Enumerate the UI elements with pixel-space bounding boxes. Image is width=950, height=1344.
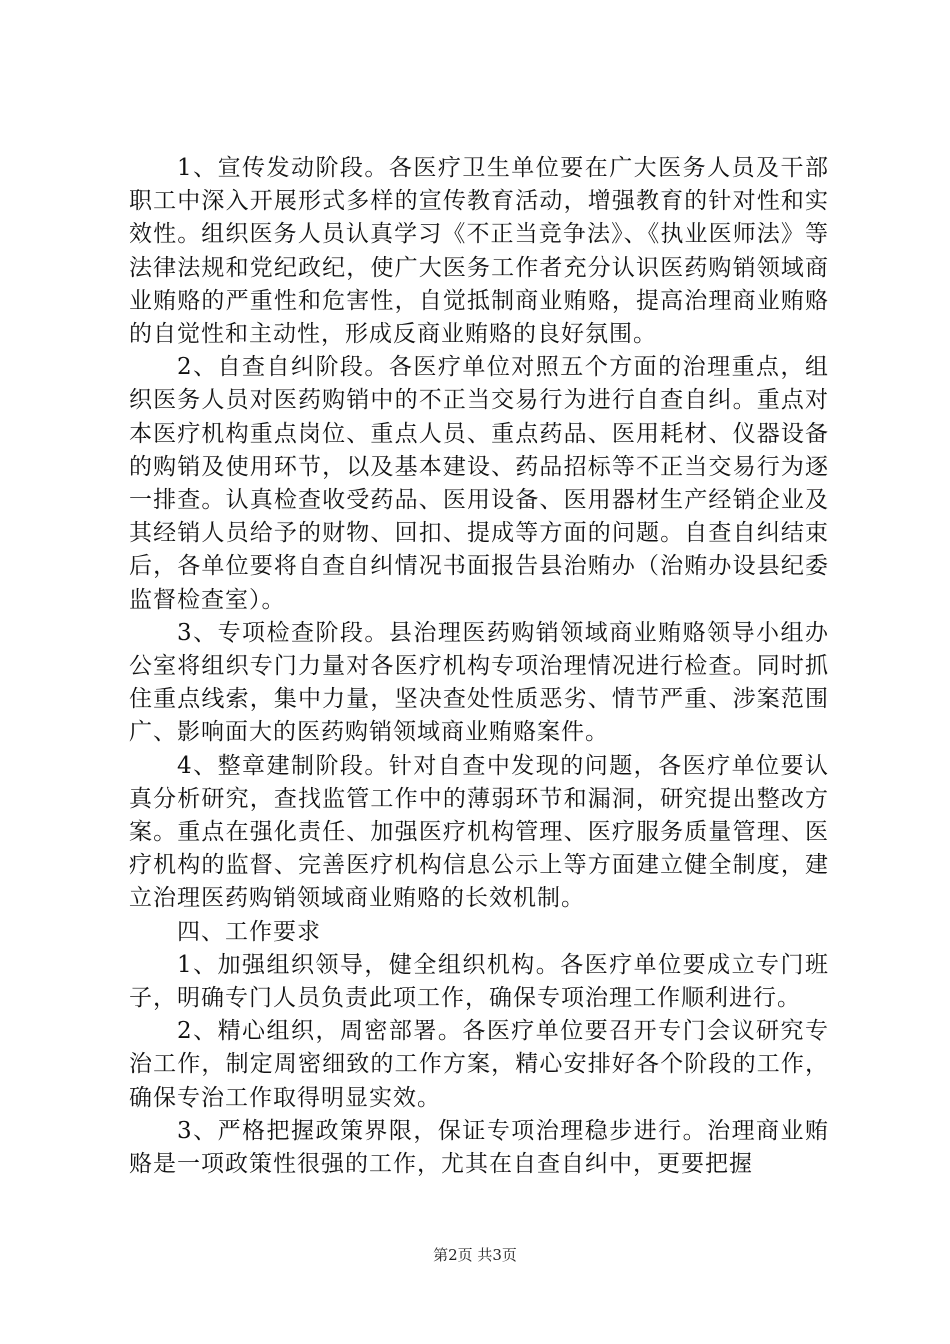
- paragraph-requirement-organization: 2、精心组织，周密部署。各医疗单位要召开专门会议研究专治工作，制定周密细致的工作方案，精心安排好各个阶段的工作，确保专治工作取得明显实效。: [129, 1018, 829, 1111]
- paragraph-rectification-stage: 4、整章建制阶段。针对自查中发现的问题，各医疗单位要认真分析研究，查找监管工作中的薄弱环节和漏洞，研究提出整改方案。重点在强化责任、加强医疗机构管理、医疗服务质量管理、医疗机构的监督、完善医疗机构信息公示上等方面建立健全制度，建立治理医药购销领域商业贿赂的长效机制。: [129, 752, 829, 912]
- section-heading-work-requirements: 四、工作要求: [177, 918, 321, 945]
- paragraph-requirement-leadership: 1、加强组织领导，健全组织机构。各医疗单位要成立专门班子，明确专门人员负责此项工作，确保专项治理工作顺利进行。: [129, 951, 829, 1012]
- paragraph-special-inspection-stage: 3、专项检查阶段。县治理医药购销领域商业贿赂领导小组办公室将组织专门力量对各医疗机构专项治理情况进行检查。同时抓住重点线索，集中力量，坚决查处性质恶劣、情节严重、涉案范围广、影响面大的医药购销领域商业贿赂案件。: [129, 619, 829, 746]
- document-body: [129, 152, 829, 1181]
- paragraph-self-inspection-stage: 2、自查自纠阶段。各医疗单位对照五个方面的治理重点，组织医务人员对医药购销中的不正当交易行为进行自查自纠。重点对本医疗机构重点岗位、重点人员、重点药品、医用耗材、仪器设备的购销及使用环节，以及基本建设、药品招标等不正当交易行为逐一排查。认真检查收受药品、医用设备、医用器材生产经销企业及其经销人员给予的财物、回扣、提成等方面的问题。自查自纠结束后，各单位要将自查自纠情况书面报告县治贿办（治贿办设县纪委监督检查室）。: [129, 354, 829, 613]
- paragraph-publicity-stage: 1、宣传发动阶段。各医疗卫生单位要在广大医务人员及干部职工中深入开展形式多样的宣传教育活动，增强教育的针对性和实效性。组织医务人员认真学习《不正当竞争法》、《执业医师法》等法律法规和党纪政纪，使广大医务工作者充分认识医药购销领域商业贿赂的严重性和危害性，自觉抵制商业贿赂，提高治理商业贿赂的自觉性和主动性，形成反商业贿赂的良好氛围。: [129, 155, 829, 348]
- paragraph-requirement-policy: 3、严格把握政策界限，保证专项治理稳步进行。治理商业贿赂是一项政策性很强的工作，尤其在自查自纠中，更要把握: [129, 1117, 829, 1178]
- page-footer: 第2页 共3页: [433, 1246, 517, 1264]
